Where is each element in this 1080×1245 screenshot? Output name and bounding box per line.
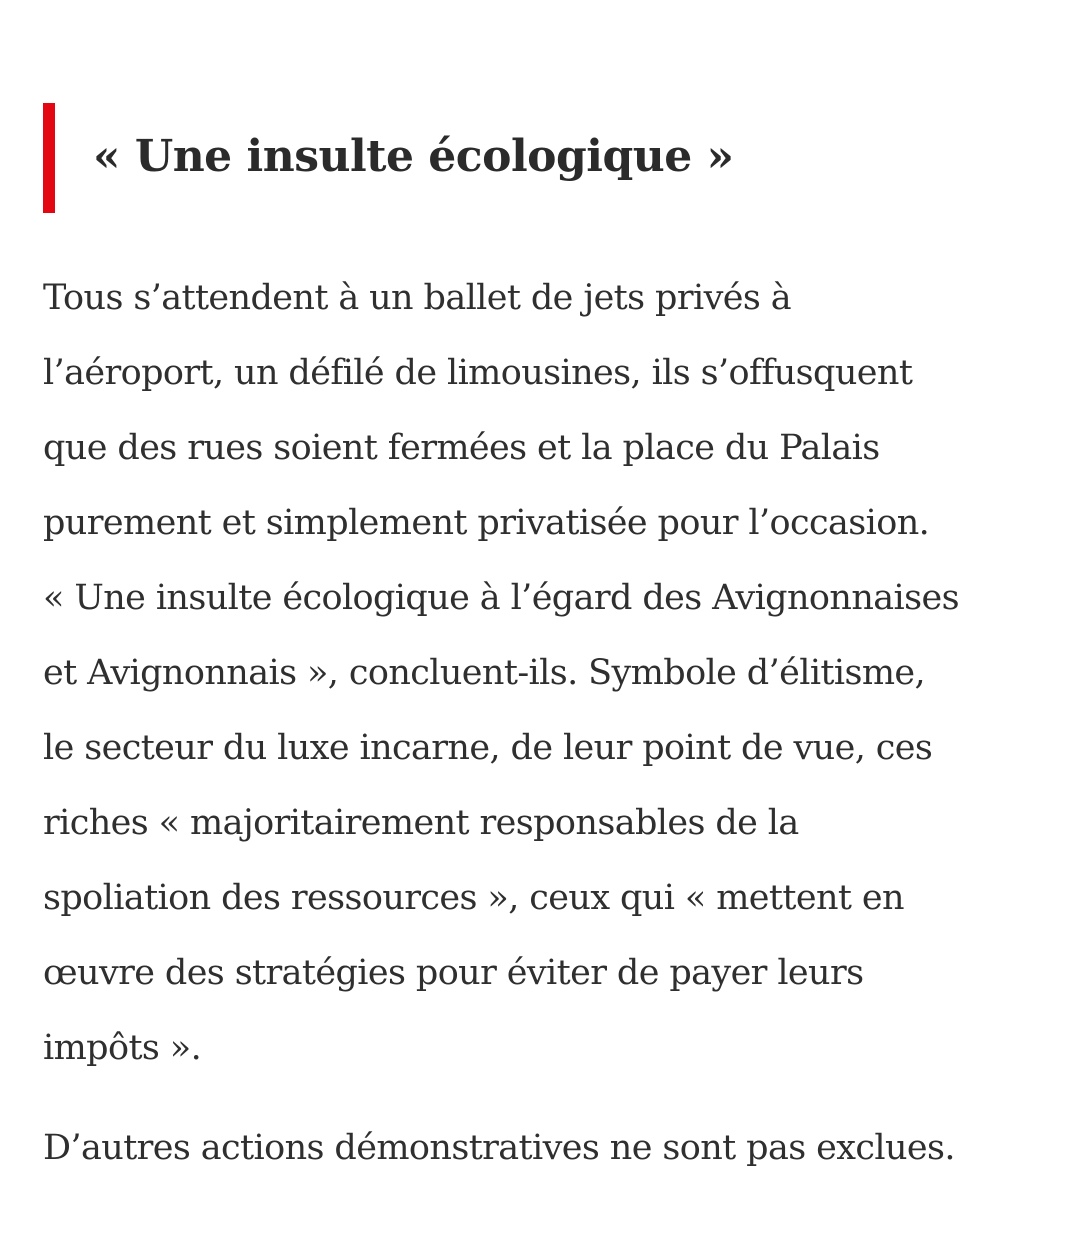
paragraph-line: « Une insulte écologique à l’égard des Avignonnaises bbox=[43, 578, 959, 618]
paragraph-line: et Avignonnais », concluent-ils. Symbole d’élitisme, bbox=[43, 653, 926, 693]
section-heading: « Une insulte écologique » bbox=[93, 131, 734, 182]
paragraph-line: l’aéroport, un défilé de limousines, ils s’offusquent bbox=[43, 353, 913, 393]
article-paragraph bbox=[43, 1111, 1043, 1186]
paragraph-line: spoliation des ressources », ceux qui « mettent en bbox=[43, 878, 904, 918]
paragraph-line: D’autres actions démonstratives ne sont pas exclues. bbox=[43, 1128, 955, 1168]
paragraph-line: que des rues soient fermées et la place du Palais bbox=[43, 428, 880, 468]
paragraph-line: riches « majoritairement responsables de la bbox=[43, 803, 799, 843]
section-heading-block bbox=[43, 103, 1043, 213]
heading-accent-bar bbox=[43, 103, 55, 213]
article-paragraph bbox=[43, 261, 1043, 1086]
paragraph-line: impôts ». bbox=[43, 1028, 202, 1068]
paragraph-line: le secteur du luxe incarne, de leur point de vue, ces bbox=[43, 728, 933, 768]
paragraph-line: Tous s’attendent à un ballet de jets privés à bbox=[43, 278, 792, 318]
paragraph-line: purement et simplement privatisée pour l’occasion. bbox=[43, 503, 930, 543]
paragraph-line: œuvre des stratégies pour éviter de payer leurs bbox=[43, 953, 864, 993]
